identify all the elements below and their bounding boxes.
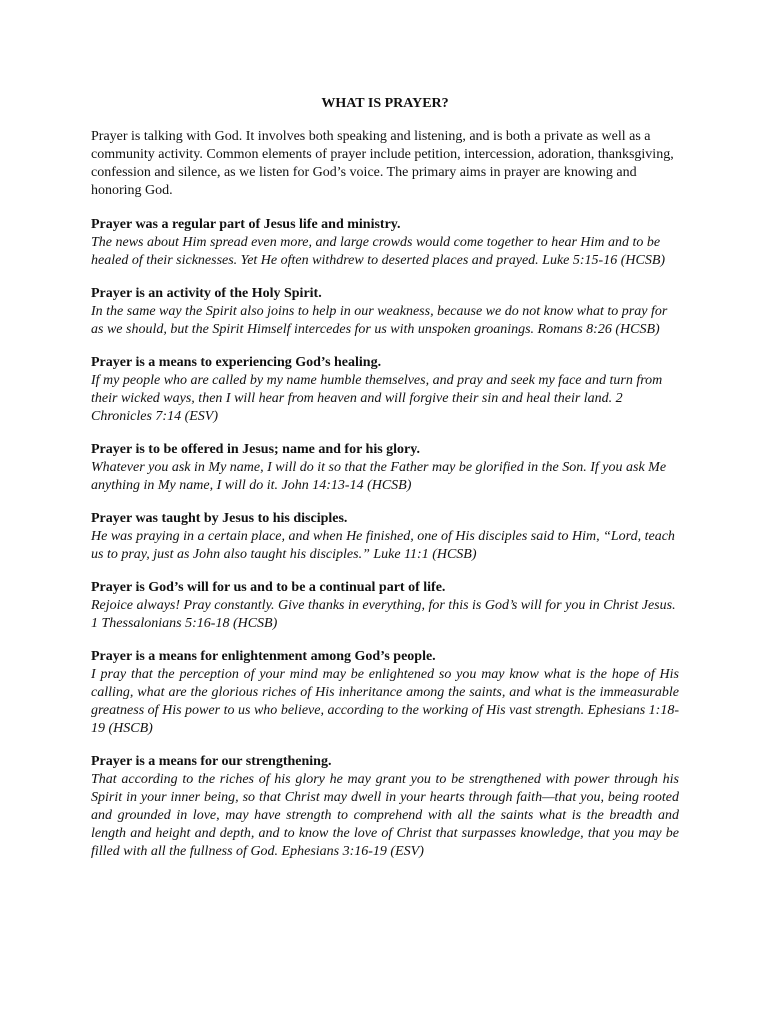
section-enlightenment [91, 648, 679, 738]
section-heading: Prayer is a means to experiencing God’s healing. [91, 355, 382, 370]
section-jesus-name [91, 441, 679, 495]
section-heading: Prayer is a means for our strengthening. [91, 754, 332, 769]
section-heading: Prayer was taught by Jesus to his disciples. [91, 511, 348, 526]
section-heading: Prayer is an activity of the Holy Spirit. [91, 286, 322, 301]
scripture-quote: If my people who are called by my name humble themselves, and pray and seek my face and turn from their wicked ways, then I will hear from heaven and will forgive their sin and heal their land. 2 Chronicles 7:14 (ESV) [91, 373, 663, 424]
scripture-quote: Whatever you ask in My name, I will do it so that the Father may be glorified in the Son. If you ask Me anything in My name, I will do it. John 14:13-14 (HCSB) [91, 460, 667, 493]
document-page [91, 95, 679, 876]
section-heading: Prayer was a regular part of Jesus life and ministry. [91, 217, 401, 232]
scripture-quote: That according to the riches of his glory he may grant you to be strengthened with power through his Spirit in your inner being, so that Christ may dwell in your hearts through faith—that you, being rooted and grounded in love, may have strength to comprehend with all the saints what is the breadth and length and height and depth, and to know the love of Christ that surpasses knowledge, that you may be filled with all the fullness of God. Ephesians 3:16-19 (ESV) [91, 772, 679, 859]
scripture-quote: He was praying in a certain place, and when He finished, one of His disciples said to Him, “Lord, teach us to pray, just as John also taught his disciples.” Luke 11:1 (HCSB) [91, 529, 675, 562]
section-heading: Prayer is a means for enlightenment among God’s people. [91, 649, 436, 664]
section-jesus-life [91, 216, 679, 270]
section-gods-will [91, 579, 679, 633]
scripture-quote: In the same way the Spirit also joins to help in our weakness, because we do not know what to pray for as we should, but the Spirit Himself intercedes for us with unspoken groanings. Romans 8:26 (HCSB) [91, 304, 668, 337]
section-holy-spirit [91, 285, 679, 339]
section-heading: Prayer is God’s will for us and to be a continual part of life. [91, 580, 446, 595]
scripture-quote: Rejoice always! Pray constantly. Give thanks in everything, for this is God’s will for you in Christ Jesus. 1 Thessalonians 5:16-18 (HCSB) [91, 598, 676, 631]
scripture-quote: I pray that the perception of your mind may be enlightened so you may know what is the hope of His calling, what are the glorious riches of His inheritance among the saints, and what is the immeasurable greatness of His power to us who believe, according to the working of His vast strength. Ephesians 1:18-19 (HSCB) [91, 667, 679, 736]
section-strengthening [91, 753, 679, 861]
page-title: WHAT IS PRAYER? [321, 96, 449, 111]
intro-paragraph: Prayer is talking with God. It involves both speaking and listening, and is both a private as well as a community activity. Common elements of prayer include petition, intercession, adoration, thanksgiving, confession and silence, as we listen for God’s voice. The primary aims in prayer are knowing and honoring God. [91, 129, 674, 198]
section-healing [91, 354, 679, 426]
scripture-quote: The news about Him spread even more, and large crowds would come together to hear Him and to be healed of their sicknesses. Yet He often withdrew to deserted places and prayed. Luke 5:15-16 (HCSB) [91, 235, 666, 268]
section-heading: Prayer is to be offered in Jesus; name and for his glory. [91, 442, 420, 457]
section-taught-disciples [91, 510, 679, 564]
